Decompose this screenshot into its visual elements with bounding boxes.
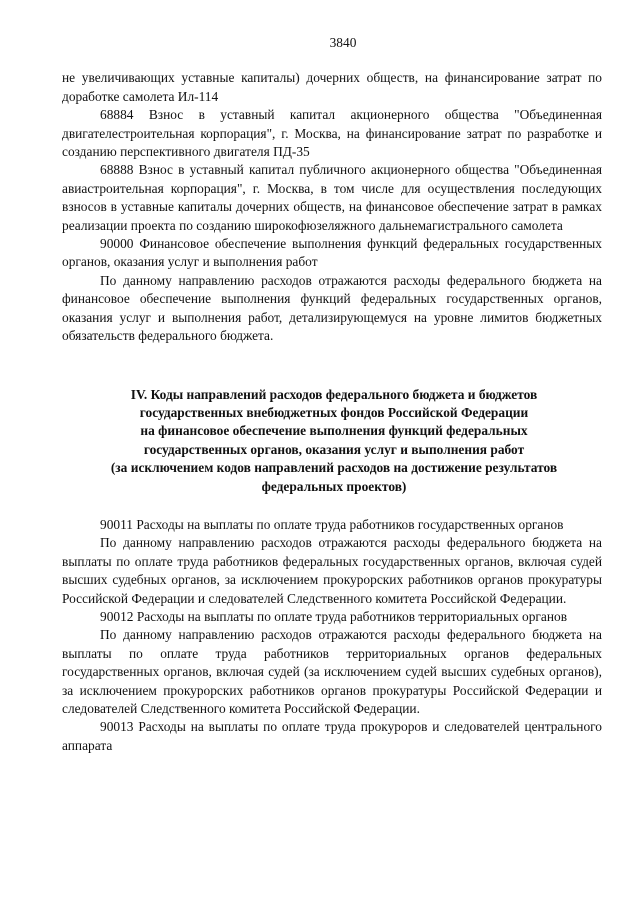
paragraph-90012: 90012 Расходы на выплаты по оплате труда работников территориальных органов — [100, 608, 568, 624]
section-heading-line: (за исключением кодов направлений расходов на достижение результатов — [110, 460, 558, 476]
section-heading-line: государственных внебюджетных фондов Российской Федерации — [139, 404, 529, 420]
paragraph-90000: 90000 Финансовое обеспечение выполнения функций федеральных государственных органов, оказания услуг и выполнения работ — [62, 236, 602, 270]
section-heading — [62, 386, 602, 496]
body-text-bottom — [62, 516, 602, 755]
paragraph-68888: 68888 Взнос в уставный капитал публичного акционерного общества "Объединенная авиастроительная корпорация", г. Москва, в том числе для осуществления последующих взносов в уставные капиталы дочерних обществ, на финансовое обеспечение затрат в рамках реализации проекта по созданию широкофюзеляжного дальнемагистрального самолета — [62, 162, 602, 233]
paragraph-90013: 90013 Расходы на выплаты по оплате труда прокуроров и следователей центрального аппарата — [62, 719, 602, 753]
section-heading-line: государственных органов, оказания услуг и выполнения работ — [143, 441, 525, 457]
paragraph-90012-description: По данному направлению расходов отражаются расходы федерального бюджета на выплаты по оплате труда работников территориальных органов федеральных государственных органов, включая судей (за исключением судей высших судебных органов), за исключением прокурорских работников органов прокуратуры Российской Федерации и следователей Следственного комитета Российской Федерации. — [62, 627, 602, 716]
section-heading-line: федеральных проектов) — [261, 478, 407, 494]
paragraph-90011: 90011 Расходы на выплаты по оплате труда работников государственных органов — [100, 516, 564, 532]
section-heading-line: на финансовое обеспечение выполнения функций федеральных — [140, 423, 528, 439]
body-text-top — [62, 69, 602, 345]
page-number: 3840 — [329, 35, 357, 50]
section-heading-line: IV. Коды направлений расходов федерального бюджета и бюджетов — [130, 386, 538, 402]
paragraph-continuation: не увеличивающих уставные капиталы) дочерних обществ, на финансирование затрат по доработке самолета Ил-114 — [62, 70, 602, 104]
paragraph-68884: 68884 Взнос в уставный капитал акционерного общества "Объединенная двигателестроительная корпорация", г. Москва, на финансирование затрат по разработке и созданию перспективного двигателя ПД-35 — [62, 107, 602, 160]
paragraph-90011-description: По данному направлению расходов отражаются расходы федерального бюджета на выплаты по оплате труда работников федеральных государственных органов, включая судей высших судебных органов, за исключением прокурорских работников органов прокуратуры Российской Федерации и следователей Следственного комитета Российской Федерации. — [62, 535, 602, 606]
paragraph-90000-description: По данному направлению расходов отражаются расходы федерального бюджета на финансовое обеспечение выполнения функций федеральных государственных органов, оказания услуг и выполнения работ, детализирующемуся на уровне лимитов бюджетных обязательств федерального бюджета. — [62, 272, 602, 344]
